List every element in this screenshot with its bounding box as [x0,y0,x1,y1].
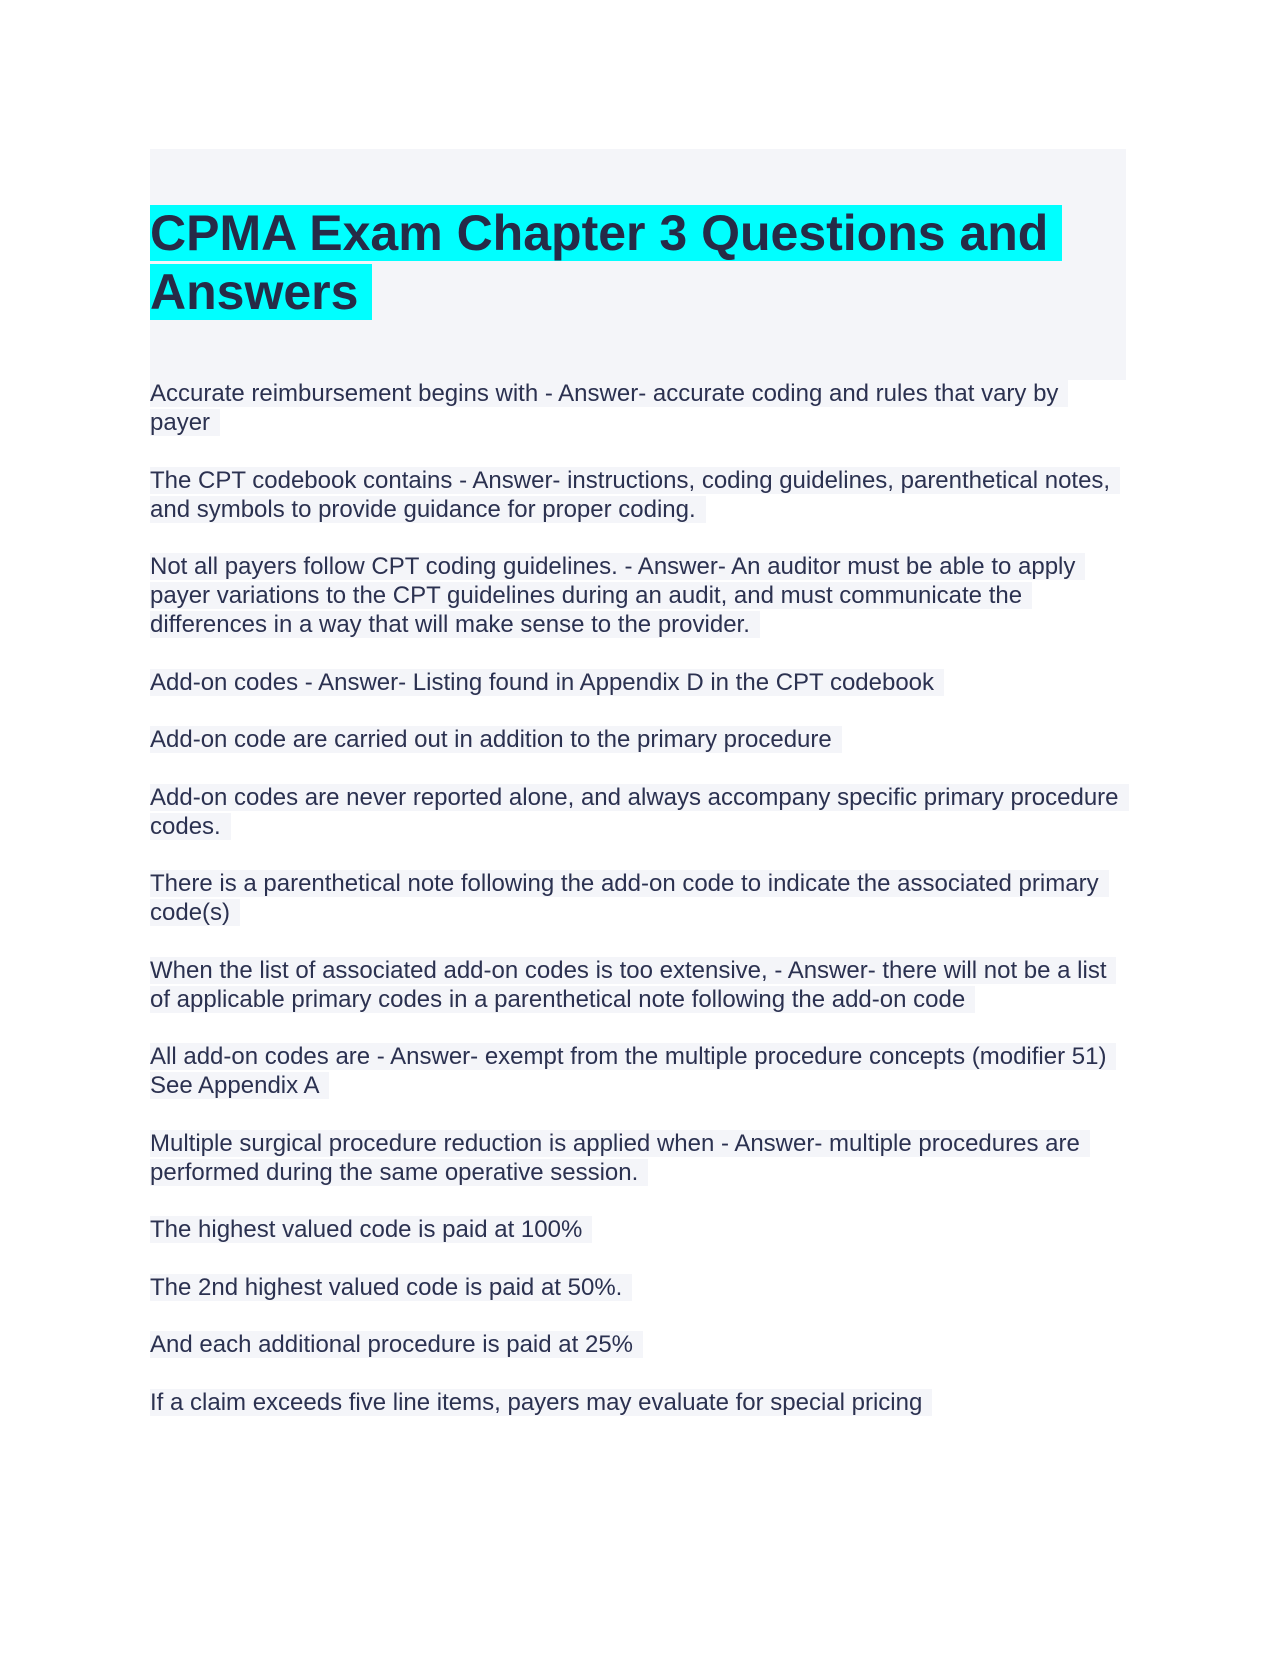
qa-item [150,379,1130,437]
qa-list [150,379,1130,1445]
qa-item-text: The highest valued code is paid at 100% [150,1216,592,1243]
qa-item-text: The 2nd highest valued code is paid at 50%. [150,1274,632,1301]
qa-item-text: All add-on codes are - Answer- exempt from the multiple procedure concepts (modifier 51) See Appendix A [150,1043,1116,1099]
qa-item-text: Multiple surgical procedure reduction is applied when - Answer- multiple procedures are performed during the same operative session. [150,1130,1090,1186]
qa-item-text: When the list of associated add-on codes is too extensive, - Answer- there will not be a list of applicable primary codes in a parenthetical note following the add-on code [150,957,1116,1013]
qa-item [150,1042,1130,1100]
qa-item-text: Add-on codes are never reported alone, and always accompany specific primary procedure codes. [150,784,1129,840]
document-title [150,204,1090,322]
qa-item [150,1273,1130,1302]
qa-item [150,668,1130,697]
qa-item [150,783,1130,841]
qa-item [150,725,1130,754]
qa-item-text: Add-on code are carried out in addition to the primary procedure [150,726,842,753]
qa-item [150,956,1130,1014]
qa-item [150,1388,1130,1417]
qa-item-text: Add-on codes - Answer- Listing found in Appendix D in the CPT codebook [150,669,944,696]
qa-item [150,1215,1130,1244]
qa-item [150,1129,1130,1187]
qa-item-text: Not all payers follow CPT coding guidelines. - Answer- An auditor must be able to apply payer variations to the CPT guidelines during an audit, and must communicate the differences in a way that will make sense to the provider. [150,553,1085,638]
qa-item-text: If a claim exceeds five line items, payers may evaluate for special pricing [150,1389,932,1416]
qa-item [150,869,1130,927]
qa-item [150,552,1130,639]
qa-item [150,466,1130,524]
qa-item-text: Accurate reimbursement begins with - Answer- accurate coding and rules that vary by payer [150,380,1068,436]
document-title-text: CPMA Exam Chapter 3 Questions and Answers [150,205,1062,320]
qa-item-text: And each additional procedure is paid at 25% [150,1331,643,1358]
qa-item [150,1330,1130,1359]
qa-item-text: The CPT codebook contains - Answer- instructions, coding guidelines, parenthetical notes, and symbols to provide guidance for proper coding. [150,467,1120,523]
qa-item-text: There is a parenthetical note following the add-on code to indicate the associated primary code(s) [150,870,1109,926]
